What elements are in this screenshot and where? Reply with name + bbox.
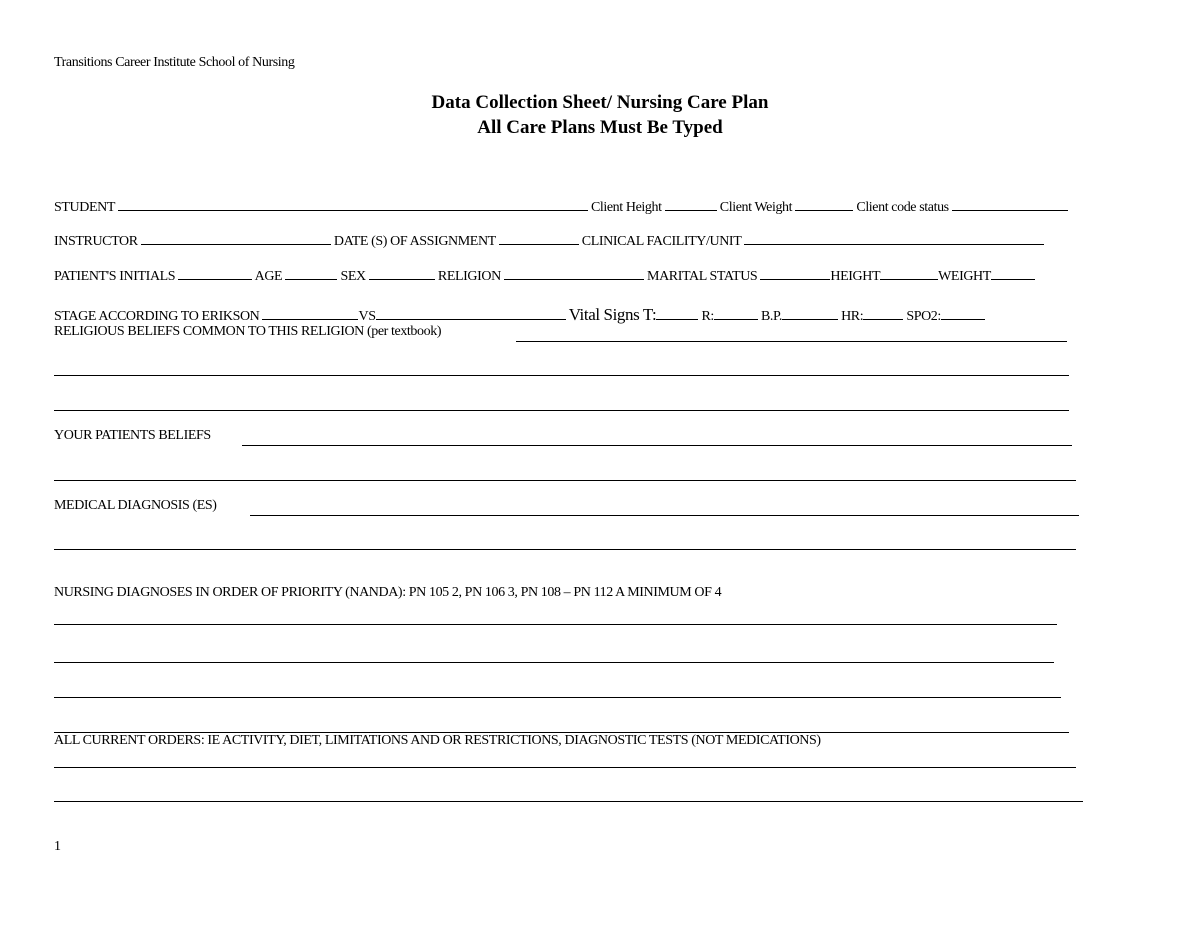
age-field[interactable] [285, 267, 337, 280]
client-weight-label: Client Weight [719, 200, 793, 215]
height-field[interactable] [880, 267, 938, 280]
initials-label: PATIENT'S INITIALS [54, 269, 176, 284]
school-name: Transitions Career Institute School of Nursing [54, 55, 295, 70]
nursing-diagnoses-label: NURSING DIAGNOSES IN ORDER OF PRIORITY (NANDA): PN 105 2, PN 106 3, PN 108 – PN 112 A MINIMUM OF 4 [54, 585, 722, 600]
marital-status-field[interactable] [760, 267, 830, 280]
nursing-diagnoses-line-3[interactable] [54, 697, 1061, 698]
facility-field[interactable] [744, 232, 1044, 245]
weight-label: WEIGHT [938, 269, 991, 284]
page-title: Data Collection Sheet/ Nursing Care Plan [431, 92, 769, 113]
page-number: 1 [54, 839, 61, 854]
date-field[interactable] [499, 232, 579, 245]
weight-field[interactable] [991, 267, 1035, 280]
medical-diagnosis-field[interactable] [250, 515, 1079, 516]
hr-field[interactable] [863, 307, 903, 320]
religion-field[interactable] [504, 267, 644, 280]
client-code-status-field[interactable] [952, 198, 1068, 211]
initials-field[interactable] [178, 267, 252, 280]
nursing-diagnoses-line-1[interactable] [54, 624, 1057, 625]
facility-label: CLINICAL FACILITY/UNIT [581, 234, 742, 249]
religion-label: RELIGION [437, 269, 501, 284]
patient-beliefs-line-1[interactable] [54, 480, 1076, 481]
student-label: STUDENT [54, 200, 115, 215]
religious-beliefs-row [54, 324, 441, 340]
client-code-status-label: Client code status [856, 200, 949, 215]
spo2-label: SPO2: [906, 309, 941, 324]
client-weight-field[interactable] [795, 198, 853, 211]
erikson-label: STAGE ACCORDING TO ERIKSON [54, 309, 260, 324]
client-height-field[interactable] [665, 198, 717, 211]
current-orders-label: ALL CURRENT ORDERS: IE ACTIVITY, DIET, LIMITATIONS AND OR RESTRICTIONS, DIAGNOSTIC TESTS (NOT MEDICATIONS) [54, 733, 821, 748]
marital-status-label: MARITAL STATUS [647, 269, 758, 284]
erikson-field[interactable] [262, 307, 358, 320]
current-orders-line-1[interactable] [54, 767, 1076, 768]
medical-diagnosis-line-1[interactable] [54, 549, 1076, 550]
sex-field[interactable] [369, 267, 435, 280]
medical-diagnosis-label: MEDICAL DIAGNOSIS (ES) [54, 498, 217, 513]
current-orders-line-2[interactable] [54, 801, 1083, 802]
r-field[interactable] [714, 307, 758, 320]
bp-field[interactable] [782, 307, 838, 320]
student-row [54, 198, 1068, 216]
patient-row [54, 267, 1035, 285]
patient-beliefs-field[interactable] [242, 445, 1072, 446]
instructor-field[interactable] [141, 232, 331, 245]
nursing-diagnoses-line-2[interactable] [54, 662, 1054, 663]
student-field[interactable] [118, 198, 588, 211]
date-label: DATE (S) OF ASSIGNMENT [333, 234, 496, 249]
religious-beliefs-field[interactable] [516, 341, 1067, 342]
client-height-label: Client Height [590, 200, 662, 215]
vs-field[interactable] [376, 307, 566, 320]
bp-label: B.P. [760, 309, 782, 324]
instructor-label: INSTRUCTOR [54, 234, 138, 249]
page-subtitle: All Care Plans Must Be Typed [477, 117, 723, 138]
spo2-field[interactable] [941, 307, 985, 320]
height-label: HEIGHT [830, 269, 881, 284]
instructor-row [54, 232, 1044, 250]
religious-beliefs-line-2[interactable] [54, 410, 1069, 411]
vs-label: VS [358, 309, 376, 324]
vital-t-field[interactable] [656, 307, 698, 320]
vital-signs-t-label: Vital Signs T: [568, 305, 657, 324]
religious-beliefs-line-1[interactable] [54, 375, 1069, 376]
hr-label: HR: [841, 309, 864, 324]
age-label: AGE [254, 269, 283, 284]
religious-beliefs-label: RELIGIOUS BELIEFS COMMON TO THIS RELIGION (per textbook) [54, 324, 442, 339]
patient-beliefs-label: YOUR PATIENTS BELIEFS [54, 428, 211, 443]
r-label: R: [701, 309, 714, 324]
sex-label: SEX [340, 269, 366, 284]
stage-row [54, 305, 985, 325]
